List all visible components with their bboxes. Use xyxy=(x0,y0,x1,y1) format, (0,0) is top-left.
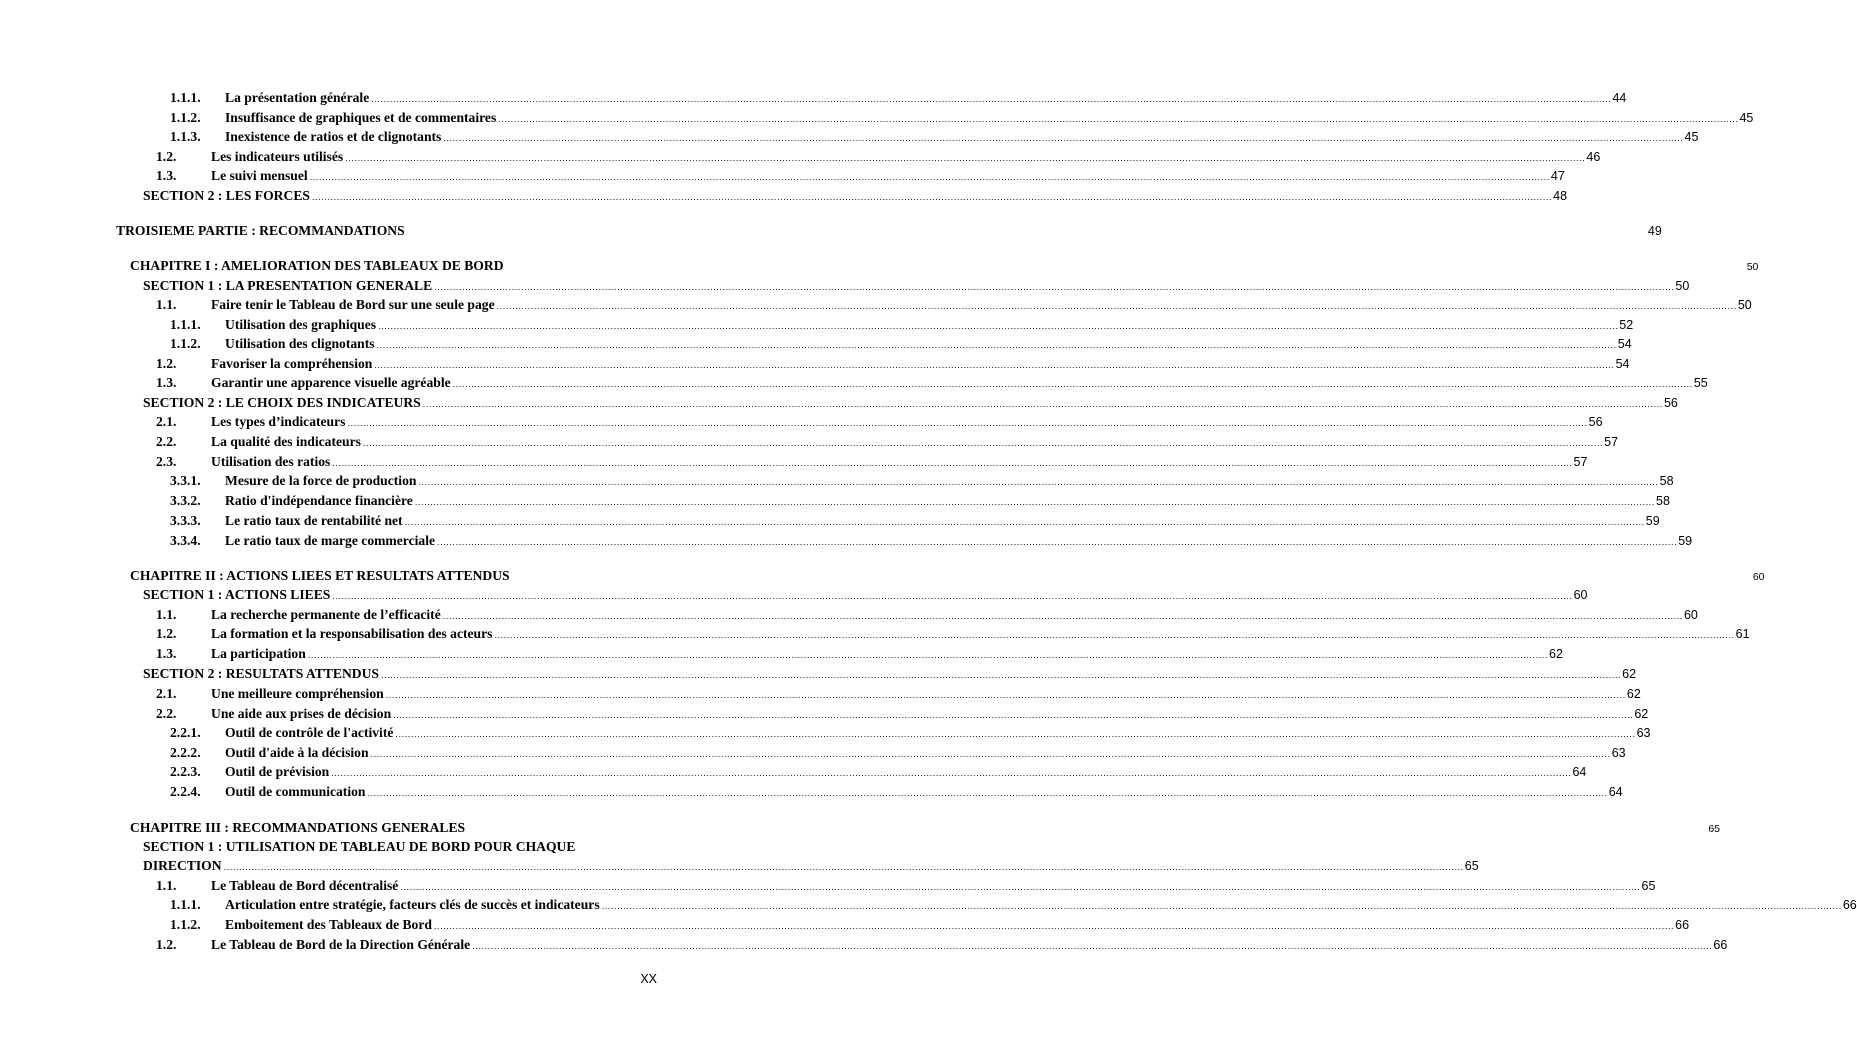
toc-entry-number: 1.1. xyxy=(156,297,177,312)
toc-entry-title: Articulation entre stratégie, facteurs clés de succès et indicateurs xyxy=(225,897,600,912)
toc-entry[interactable] xyxy=(0,837,1479,873)
toc-entry-page: 50 xyxy=(1675,279,1690,293)
dot-leader: ................................................................................................................................................................................................................................................................................................................................................................................................................ xyxy=(332,458,1573,468)
toc-entry-number: 1.1.1. xyxy=(170,317,201,332)
toc-entry[interactable] xyxy=(0,354,1630,374)
page-number-footer: XX xyxy=(640,972,657,986)
dot-leader: ................................................................................................................................................................................................................................................................................................................................................................................................................ xyxy=(385,690,1626,700)
toc-entry-page: 57 xyxy=(1604,435,1619,449)
dot-leader: ................................................................................................................................................................................................................................................................................................................................................................................................................ xyxy=(498,114,1739,124)
toc-entry-title: CHAPITRE II : ACTIONS LIEES ET RESULTATS ATTENDUS xyxy=(130,568,510,583)
dot-leader: ................................................................................................................................................................................................................................................................................................................................................................................................................ xyxy=(223,862,1464,872)
toc-entry[interactable] xyxy=(0,818,1720,838)
toc-entry-title: La présentation générale xyxy=(225,90,370,105)
toc-entry[interactable] xyxy=(0,743,1626,763)
toc-entry-page: 62 xyxy=(1549,647,1563,661)
dot-leader: ................................................................................................................................................................................................................................................................................................................................................................................................................ xyxy=(395,729,1636,739)
dot-leader: ................................................................................................................................................................................................................................................................................................................................................................................................................ xyxy=(380,670,1622,680)
dot-leader: ................................................................................................................................................................................................................................................................................................................................................................................................................ xyxy=(393,710,1634,720)
toc-entry-page: 50 xyxy=(1737,298,1752,312)
toc-entry-page: 52 xyxy=(1619,318,1634,332)
toc-entry-number: 3.3.4. xyxy=(170,533,201,548)
toc-entry-title: Le ratio taux de marge commerciale xyxy=(225,533,435,548)
toc-entry[interactable] xyxy=(0,334,1632,354)
toc-entry-number: 1.3. xyxy=(156,375,177,390)
toc-entry-page: 46 xyxy=(1586,150,1601,164)
toc-entry-page: 65 xyxy=(1464,859,1479,873)
toc-entry[interactable] xyxy=(0,471,1674,491)
toc-entry-page: 65 xyxy=(1708,823,1720,835)
toc-entry-title: Le suivi mensuel xyxy=(211,168,308,183)
toc-entry-title: Les types d’indicateurs xyxy=(211,414,346,429)
toc-entry-title: Garantir une apparence visuelle agréable xyxy=(211,375,451,390)
toc-entry-title: Le Tableau de Bord de la Direction Générale xyxy=(211,937,471,952)
toc-entry[interactable] xyxy=(0,585,1588,605)
toc-entry-page: 62 xyxy=(1622,667,1637,681)
toc-entry-number: 1.1.3. xyxy=(170,129,201,144)
toc-entry-page: 64 xyxy=(1608,785,1623,799)
toc-entry-page: 49 xyxy=(1647,224,1662,238)
toc-entry[interactable] xyxy=(0,704,1649,724)
toc-entry-page: 54 xyxy=(1615,357,1630,371)
toc-entry-number: 1.1.2. xyxy=(170,110,201,125)
toc-entry[interactable] xyxy=(0,452,1588,472)
dot-leader: ................................................................................................................................................................................................................................................................................................................................................................................................................ xyxy=(367,788,1608,798)
toc-entry-title: Une aide aux prises de décision xyxy=(211,706,392,721)
toc-entry[interactable] xyxy=(0,915,1690,935)
toc-entry-page: 66 xyxy=(1842,898,1857,912)
toc-entry-page: 47 xyxy=(1550,169,1565,183)
toc-entry-page: 66 xyxy=(1713,938,1728,952)
toc-entry-title: SECTION 2 : LE CHOIX DES INDICATEURS xyxy=(143,395,421,410)
toc-entry[interactable] xyxy=(0,166,1565,186)
toc-entry-title: La formation et la responsabilisation des acteurs xyxy=(211,626,493,641)
toc-entry-number: 1.1.1. xyxy=(170,897,201,912)
toc-entry-title: SECTION 1 : ACTIONS LIEES xyxy=(143,587,331,602)
dot-leader: ................................................................................................................................................................................................................................................................................................................................................................................................................ xyxy=(347,418,1588,428)
toc-entry-number: 1.1. xyxy=(156,878,177,893)
toc-entry-title: Favoriser la compréhension xyxy=(211,356,373,371)
toc-entry-title: Le Tableau de Bord décentralisé xyxy=(211,878,399,893)
toc-entry-number: 2.2.3. xyxy=(170,764,201,779)
dot-leader: ................................................................................................................................................................................................................................................................................................................................................................................................................ xyxy=(307,650,1548,660)
dot-leader: ................................................................................................................................................................................................................................................................................................................................................................................................................ xyxy=(437,537,1678,547)
toc-entry[interactable] xyxy=(0,108,1754,128)
dot-leader: ................................................................................................................................................................................................................................................................................................................................................................................................................ xyxy=(370,749,1611,759)
dot-leader: ................................................................................................................................................................................................................................................................................................................................................................................................................ xyxy=(332,591,1573,601)
toc-entry-number: 1.2. xyxy=(156,149,177,164)
toc-entry-page: 50 xyxy=(1746,261,1759,273)
toc-entry-title: Outil de communication xyxy=(225,784,366,799)
dot-leader: ................................................................................................................................................................................................................................................................................................................................................................................................................ xyxy=(442,611,1683,621)
toc-entry-title: Les indicateurs utilisés xyxy=(211,149,344,164)
toc-entry-title: Emboitement des Tableaux de Bord xyxy=(225,917,432,932)
toc-entry-number: 1.1.2. xyxy=(170,917,201,932)
toc-entry-number: 2.2. xyxy=(156,706,177,721)
toc-entry[interactable] xyxy=(0,624,1750,644)
toc-entry-number: 1.3. xyxy=(156,168,177,183)
toc-entry-page: 65 xyxy=(1641,879,1656,893)
toc-entry-page: 58 xyxy=(1659,474,1674,488)
toc-entry-title: Ratio d'indépendance financière xyxy=(225,493,413,508)
toc-entry-number: 3.3.1. xyxy=(170,473,201,488)
toc-entry-number: 1.1.2. xyxy=(170,336,201,351)
toc-entry-title: SECTION 1 : UTILISATION DE TABLEAU DE BORD POUR CHAQUE xyxy=(143,839,576,854)
dot-leader: ................................................................................................................................................................................................................................................................................................................................................................................................................ xyxy=(404,517,1645,527)
toc-entry-number: 1.2. xyxy=(156,626,177,641)
dot-leader: ................................................................................................................................................................................................................................................................................................................................................................................................................ xyxy=(496,301,1737,311)
toc-entry-number: 2.2.4. xyxy=(170,784,201,799)
toc-entry-title-continued: DIRECTION xyxy=(143,858,222,873)
toc-entry-title: Mesure de la force de production xyxy=(225,473,417,488)
toc-entry-number: 2.2. xyxy=(156,434,177,449)
toc-entry-title: Outil d'aide à la décision xyxy=(225,745,369,760)
toc-entry-number: 1.3. xyxy=(156,646,177,661)
toc-entry[interactable] xyxy=(0,895,1857,915)
toc-entry-page: 45 xyxy=(1684,130,1699,144)
toc-entry-page: 59 xyxy=(1678,534,1693,548)
toc-entry[interactable] xyxy=(0,88,1627,108)
toc-entry-title: CHAPITRE I : AMELIORATION DES TABLEAUX DE BORD xyxy=(130,258,504,273)
toc-entry-title: SECTION 2 : RESULTATS ATTENDUS xyxy=(143,666,379,681)
toc-entry-title: Outil de contrôle de l'activité xyxy=(225,725,394,740)
toc-entry[interactable] xyxy=(0,186,1568,206)
toc-entry-title: Insuffisance de graphiques et de commentaires xyxy=(225,110,497,125)
toc-entry-number: 2.2.1. xyxy=(170,725,201,740)
toc-entry-title: Utilisation des ratios xyxy=(211,454,331,469)
toc-entry[interactable] xyxy=(0,762,1587,782)
toc-entry-number: 3.3.3. xyxy=(170,513,201,528)
toc-entry[interactable] xyxy=(0,373,1708,393)
dot-leader: ................................................................................................................................................................................................................................................................................................................................................................................................................ xyxy=(400,882,1641,892)
toc-entry-title: SECTION 1 : LA PRESENTATION GENERALE xyxy=(143,278,433,293)
toc-entry[interactable] xyxy=(0,147,1601,167)
dot-leader: ................................................................................................................................................................................................................................................................................................................................................................................................................ xyxy=(601,901,1842,911)
toc-entry[interactable] xyxy=(0,432,1619,452)
toc-entry-page: 62 xyxy=(1634,707,1649,721)
toc-entry-page: 48 xyxy=(1553,189,1568,203)
dot-leader: ................................................................................................................................................................................................................................................................................................................................................................................................................ xyxy=(371,94,1612,104)
toc-entry-page: 64 xyxy=(1572,765,1587,779)
toc-entry[interactable] xyxy=(0,605,1698,625)
toc-entry[interactable] xyxy=(0,876,1656,896)
toc-entry-title: TROISIEME PARTIE : RECOMMANDATIONS xyxy=(116,223,405,238)
toc-entry-title: Une meilleure compréhension xyxy=(211,686,384,701)
toc-entry[interactable] xyxy=(0,511,1660,531)
dot-leader: ................................................................................................................................................................................................................................................................................................................................................................................................................ xyxy=(422,399,1663,409)
toc-entry-number: 3.3.2. xyxy=(170,493,201,508)
toc-entry-page: 56 xyxy=(1663,396,1678,410)
toc-entry-page: 59 xyxy=(1645,514,1660,528)
toc-entry-page: 66 xyxy=(1675,918,1690,932)
toc-entry-title: Utilisation des graphiques xyxy=(225,317,377,332)
toc-entry[interactable] xyxy=(0,491,1670,511)
toc-entry[interactable] xyxy=(0,393,1678,413)
toc-entry-title: La participation xyxy=(211,646,306,661)
toc-entry-number: 1.1. xyxy=(156,607,177,622)
toc-entry[interactable] xyxy=(0,412,1603,432)
toc-entry[interactable] xyxy=(0,276,1690,296)
dot-leader: ................................................................................................................................................................................................................................................................................................................................................................................................................ xyxy=(433,921,1675,931)
dot-leader: ................................................................................................................................................................................................................................................................................................................................................................................................................ xyxy=(434,282,1675,292)
toc-entry-number: 2.3. xyxy=(156,454,177,469)
toc-entry[interactable] xyxy=(0,664,1637,684)
toc-entry-number: 1.2. xyxy=(156,937,177,952)
toc-entry[interactable] xyxy=(0,295,1752,315)
toc-entry-title: Le ratio taux de rentabilité net xyxy=(225,513,403,528)
dot-leader: ................................................................................................................................................................................................................................................................................................................................................................................................................ xyxy=(376,340,1617,350)
toc-entry-page: 57 xyxy=(1573,455,1588,469)
toc-entry-title: Faire tenir le Tableau de Bord sur une seule page xyxy=(211,297,495,312)
dot-leader: ................................................................................................................................................................................................................................................................................................................................................................................................................ xyxy=(378,321,1619,331)
toc-entry-title: Inexistence de ratios et de clignotants xyxy=(225,129,442,144)
dot-leader: ................................................................................................................................................................................................................................................................................................................................................................................................................ xyxy=(331,768,1572,778)
toc-entry-page: 44 xyxy=(1612,91,1627,105)
toc-entry[interactable] xyxy=(0,782,1623,802)
toc-entry[interactable] xyxy=(0,531,1693,551)
dot-leader: ................................................................................................................................................................................................................................................................................................................................................................................................................ xyxy=(472,941,1713,951)
toc-entry-number: 2.2.2. xyxy=(170,745,201,760)
dot-leader: ................................................................................................................................................................................................................................................................................................................................................................................................................ xyxy=(374,360,1615,370)
toc-entry[interactable] xyxy=(0,221,1662,241)
toc-entry[interactable] xyxy=(0,935,1728,955)
toc-entry-page: 56 xyxy=(1588,415,1603,429)
toc-entry-page: 60 xyxy=(1752,571,1765,583)
dot-leader: ................................................................................................................................................................................................................................................................................................................................................................................................................ xyxy=(362,438,1604,448)
toc-entry-page: 63 xyxy=(1611,746,1626,760)
dot-leader: ................................................................................................................................................................................................................................................................................................................................................................................................................ xyxy=(443,133,1684,143)
dot-leader: ................................................................................................................................................................................................................................................................................................................................................................................................................ xyxy=(311,192,1553,202)
toc-entry[interactable] xyxy=(0,315,1634,335)
toc-entry-page: 45 xyxy=(1739,111,1754,125)
toc-entry-title: Utilisation des clignotants xyxy=(225,336,375,351)
toc-entry-title: Outil de prévision xyxy=(225,764,330,779)
dot-leader: ................................................................................................................................................................................................................................................................................................................................................................................................................ xyxy=(309,172,1550,182)
toc-entry[interactable] xyxy=(0,256,1759,276)
toc-entry-number: 1.2. xyxy=(156,356,177,371)
dot-leader: ................................................................................................................................................................................................................................................................................................................................................................................................................ xyxy=(452,379,1693,389)
toc-entry-page: 54 xyxy=(1617,337,1632,351)
toc-entry-page: 61 xyxy=(1735,627,1750,641)
dot-leader: ................................................................................................................................................................................................................................................................................................................................................................................................................ xyxy=(494,630,1735,640)
toc-entry-page: 58 xyxy=(1656,494,1670,508)
toc-entry-number: 1.1.1. xyxy=(170,90,201,105)
toc-entry-page: 60 xyxy=(1573,588,1588,602)
dot-leader: ................................................................................................................................................................................................................................................................................................................................................................................................................ xyxy=(345,153,1586,163)
toc-entry-title: SECTION 2 : LES FORCES xyxy=(143,188,310,203)
toc-entry-number: 2.1. xyxy=(156,414,177,429)
toc-entry[interactable] xyxy=(0,127,1699,147)
toc-entry[interactable] xyxy=(0,684,1641,704)
toc-entry[interactable] xyxy=(0,644,1563,664)
toc-entry-title: La recherche permanente de l’efficacité xyxy=(211,607,441,622)
toc-entry-page: 63 xyxy=(1636,726,1651,740)
dot-leader: ................................................................................................................................................................................................................................................................................................................................................................................................................ xyxy=(414,497,1656,507)
toc-entry-page: 60 xyxy=(1683,608,1698,622)
toc-entry-page: 62 xyxy=(1626,687,1641,701)
toc-entry[interactable] xyxy=(0,566,1765,586)
dot-leader: ................................................................................................................................................................................................................................................................................................................................................................................................................ xyxy=(418,477,1659,487)
toc-entry-number: 2.1. xyxy=(156,686,177,701)
toc-entry-page: 55 xyxy=(1693,376,1708,390)
toc-entry-title: CHAPITRE III : RECOMMANDATIONS GENERALES xyxy=(130,820,466,835)
toc-entry-title: La qualité des indicateurs xyxy=(211,434,361,449)
toc-entry[interactable] xyxy=(0,723,1651,743)
